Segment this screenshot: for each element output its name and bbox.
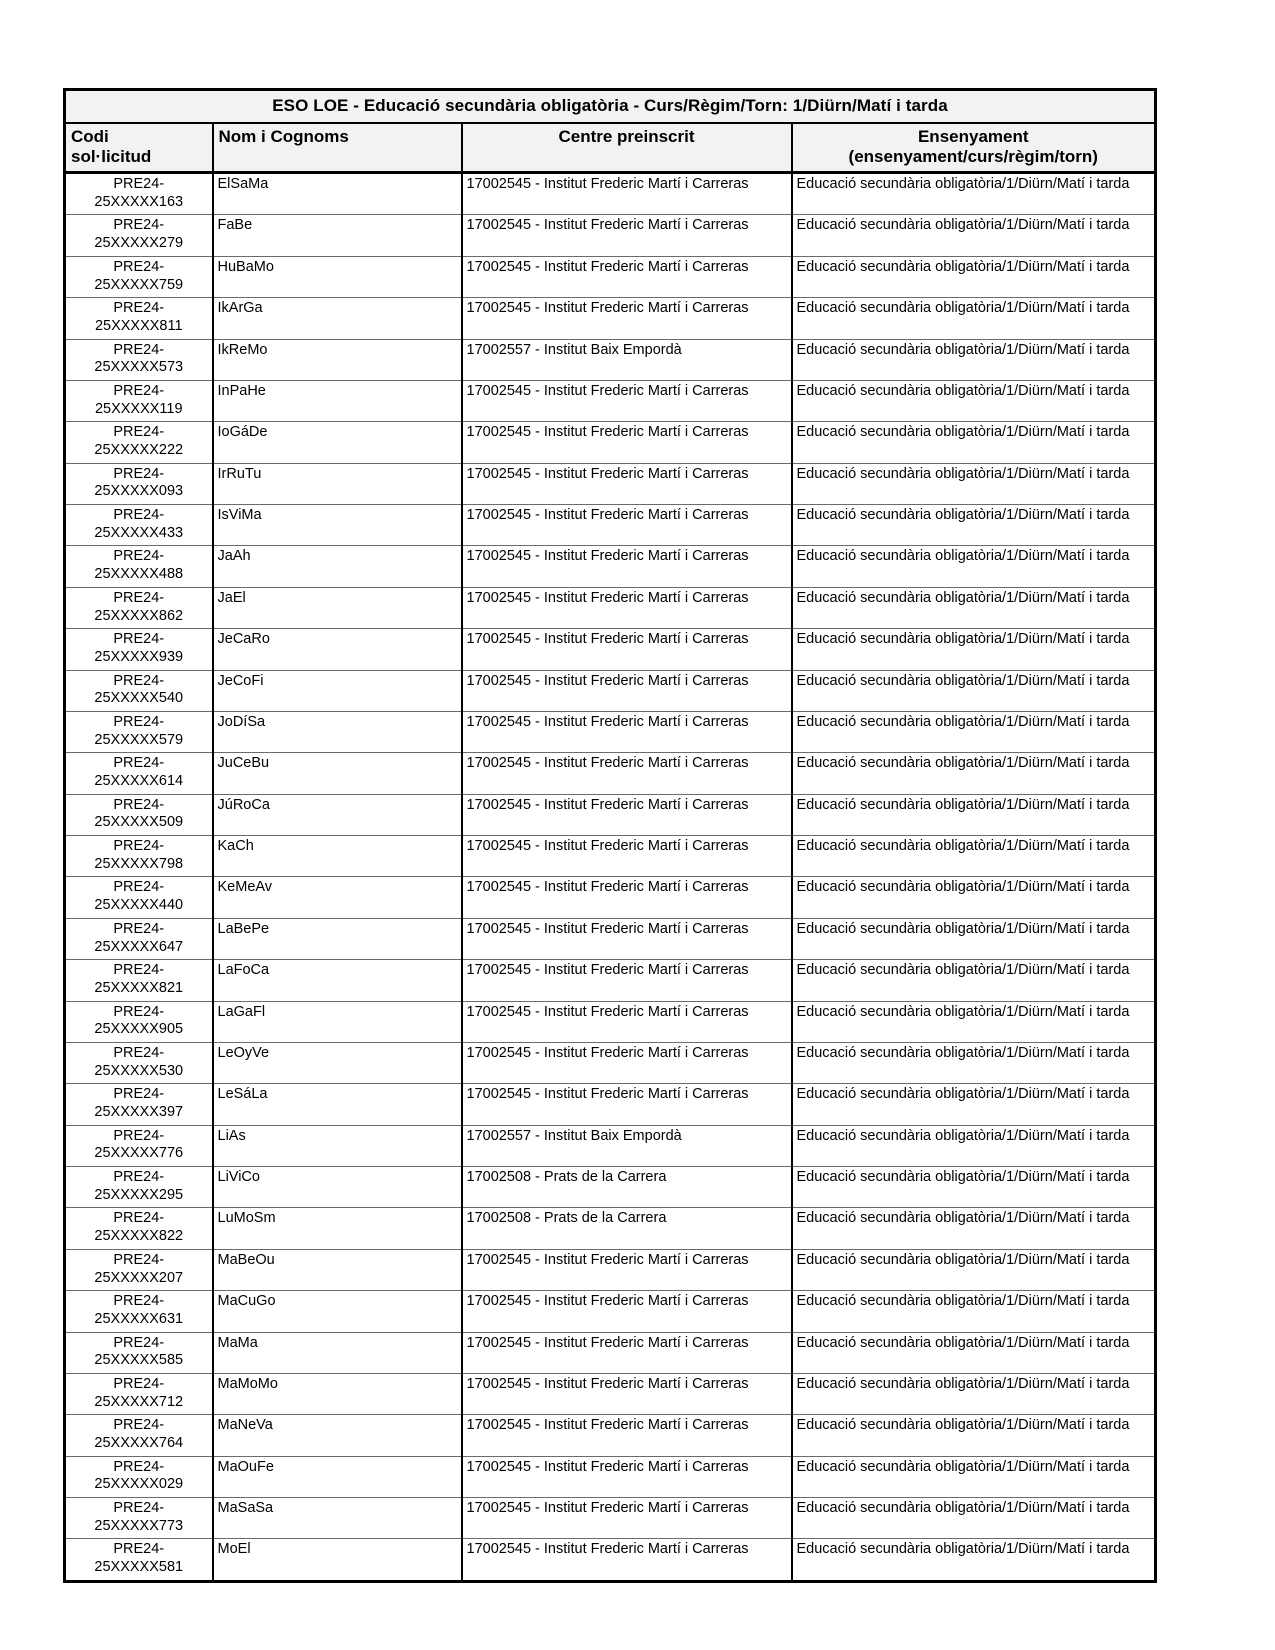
cell-ensenyament — [792, 670, 1156, 711]
cell-ensenyament — [792, 256, 1156, 297]
codi-prefix: PRE24- — [113, 1127, 165, 1144]
table-row — [65, 1332, 1156, 1373]
codi-suffix: 25XXXXX647 — [94, 938, 184, 955]
codi-suffix: 25XXXXX764 — [94, 1435, 184, 1452]
table-row — [65, 215, 1156, 256]
codi-suffix: 25XXXXX798 — [94, 855, 184, 872]
cell-centre-preinscrit: 17002545 - Institut Frederic Martí i Carreras — [462, 463, 792, 504]
cell-centre-preinscrit: 17002545 - Institut Frederic Martí i Carreras — [462, 422, 792, 463]
cell-nom-cognoms: ElSaMa — [213, 173, 462, 215]
cell-centre-preinscrit: 17002545 - Institut Frederic Martí i Carreras — [462, 753, 792, 794]
cell-ensenyament — [792, 1539, 1156, 1581]
cell-nom-cognoms: JuCeBu — [213, 753, 462, 794]
codi-suffix: 25XXXXX773 — [94, 1517, 184, 1534]
table-row — [65, 1373, 1156, 1414]
ensenyament-text: Educació secundària obligatòria/1/Diürn/Matí i tarda — [796, 631, 1130, 648]
cell-centre-preinscrit: 17002557 - Institut Baix Empordà — [462, 339, 792, 380]
codi-suffix: 25XXXXX579 — [94, 731, 184, 748]
codi-suffix: 25XXXXX759 — [94, 276, 184, 293]
codi-suffix: 25XXXXX585 — [94, 1352, 184, 1369]
table-row — [65, 836, 1156, 877]
codi-prefix: PRE24- — [113, 1375, 165, 1392]
cell-ensenyament — [792, 1291, 1156, 1332]
cell-centre-preinscrit: 17002545 - Institut Frederic Martí i Carreras — [462, 1001, 792, 1042]
codi-suffix: 25XXXXX119 — [94, 400, 183, 417]
table-row — [65, 463, 1156, 504]
cell-codi-sollicitud — [65, 215, 213, 256]
cell-codi-sollicitud — [65, 298, 213, 339]
table-row — [65, 1498, 1156, 1539]
cell-codi-sollicitud — [65, 877, 213, 918]
column-header-ensenyament-line1: Ensenyament — [917, 127, 1029, 146]
codi-prefix: PRE24- — [113, 631, 165, 648]
cell-codi-sollicitud — [65, 422, 213, 463]
codi-suffix: 25XXXXX614 — [94, 773, 184, 790]
cell-centre-preinscrit: 17002545 - Institut Frederic Martí i Carreras — [462, 711, 792, 752]
codi-suffix: 25XXXXX433 — [94, 524, 184, 541]
codi-prefix: PRE24- — [113, 838, 165, 855]
ensenyament-text: Educació secundària obligatòria/1/Diürn/Matí i tarda — [796, 1541, 1130, 1558]
codi-prefix: PRE24- — [113, 1293, 165, 1310]
ensenyament-text: Educació secundària obligatòria/1/Diürn/Matí i tarda — [796, 507, 1130, 524]
cell-centre-preinscrit: 17002557 - Institut Baix Empordà — [462, 1125, 792, 1166]
cell-codi-sollicitud — [65, 1539, 213, 1581]
ensenyament-text: Educació secundària obligatòria/1/Diürn/Matí i tarda — [796, 176, 1130, 193]
cell-centre-preinscrit: 17002545 - Institut Frederic Martí i Carreras — [462, 298, 792, 339]
codi-suffix: 25XXXXX029 — [94, 1476, 184, 1493]
cell-codi-sollicitud — [65, 1208, 213, 1249]
cell-centre-preinscrit: 17002545 - Institut Frederic Martí i Carreras — [462, 546, 792, 587]
cell-centre-preinscrit: 17002545 - Institut Frederic Martí i Carreras — [462, 836, 792, 877]
cell-centre-preinscrit: 17002545 - Institut Frederic Martí i Carreras — [462, 215, 792, 256]
table-row — [65, 1042, 1156, 1083]
cell-codi-sollicitud — [65, 1001, 213, 1042]
ensenyament-text: Educació secundària obligatòria/1/Diürn/Matí i tarda — [796, 1334, 1130, 1351]
cell-codi-sollicitud — [65, 1042, 213, 1083]
ensenyament-text: Educació secundària obligatòria/1/Diürn/Matí i tarda — [796, 1500, 1130, 1517]
column-header-codi-line2: sol·licitud — [71, 147, 152, 167]
cell-ensenyament — [792, 1332, 1156, 1373]
codi-prefix: PRE24- — [113, 1500, 165, 1517]
codi-suffix: 25XXXXX939 — [94, 648, 184, 665]
codi-suffix: 25XXXXX821 — [94, 979, 184, 996]
ensenyament-text: Educació secundària obligatòria/1/Diürn/Matí i tarda — [796, 713, 1130, 730]
cell-codi-sollicitud — [65, 1125, 213, 1166]
cell-centre-preinscrit: 17002545 - Institut Frederic Martí i Carreras — [462, 1415, 792, 1456]
codi-prefix: PRE24- — [113, 1541, 165, 1558]
codi-suffix: 25XXXXX573 — [94, 359, 184, 376]
cell-codi-sollicitud — [65, 670, 213, 711]
cell-nom-cognoms: JúRoCa — [213, 794, 462, 835]
ensenyament-text: Educació secundària obligatòria/1/Diürn/Matí i tarda — [796, 962, 1130, 979]
codi-prefix: PRE24- — [113, 1044, 165, 1061]
codi-suffix: 25XXXXX905 — [94, 1021, 184, 1038]
table-row — [65, 918, 1156, 959]
cell-ensenyament — [792, 753, 1156, 794]
cell-ensenyament — [792, 298, 1156, 339]
cell-nom-cognoms: LiAs — [213, 1125, 462, 1166]
cell-codi-sollicitud — [65, 505, 213, 546]
codi-suffix: 25XXXXX776 — [94, 1145, 184, 1162]
cell-ensenyament — [792, 1249, 1156, 1290]
table-row — [65, 380, 1156, 421]
table-row — [65, 629, 1156, 670]
table-row — [65, 546, 1156, 587]
cell-nom-cognoms: LaGaFl — [213, 1001, 462, 1042]
ensenyament-text: Educació secundària obligatòria/1/Diürn/Matí i tarda — [796, 548, 1130, 565]
column-header-codi-line1: Codi — [71, 127, 109, 146]
codi-prefix: PRE24- — [113, 176, 165, 193]
cell-ensenyament — [792, 1415, 1156, 1456]
cell-codi-sollicitud — [65, 711, 213, 752]
codi-suffix: 25XXXXX540 — [94, 690, 184, 707]
cell-codi-sollicitud — [65, 1291, 213, 1332]
cell-nom-cognoms: KeMeAv — [213, 877, 462, 918]
ensenyament-text: Educació secundària obligatòria/1/Diürn/Matí i tarda — [796, 424, 1130, 441]
cell-codi-sollicitud — [65, 1084, 213, 1125]
cell-codi-sollicitud — [65, 1373, 213, 1414]
table-row — [65, 505, 1156, 546]
cell-nom-cognoms: LaFoCa — [213, 960, 462, 1001]
table-row — [65, 877, 1156, 918]
ensenyament-text: Educació secundària obligatòria/1/Diürn/Matí i tarda — [796, 300, 1130, 317]
cell-nom-cognoms: MaOuFe — [213, 1456, 462, 1497]
cell-ensenyament — [792, 877, 1156, 918]
cell-codi-sollicitud — [65, 629, 213, 670]
codi-suffix: 25XXXXX530 — [94, 1062, 184, 1079]
cell-ensenyament — [792, 380, 1156, 421]
cell-nom-cognoms: HuBaMo — [213, 256, 462, 297]
codi-prefix: PRE24- — [113, 920, 165, 937]
codi-suffix: 25XXXXX712 — [94, 1393, 184, 1410]
codi-suffix: 25XXXXX207 — [94, 1269, 184, 1286]
cell-centre-preinscrit: 17002508 - Prats de la Carrera — [462, 1208, 792, 1249]
codi-prefix: PRE24- — [113, 796, 165, 813]
cell-codi-sollicitud — [65, 339, 213, 380]
cell-centre-preinscrit: 17002545 - Institut Frederic Martí i Carreras — [462, 877, 792, 918]
codi-suffix: 25XXXXX631 — [94, 1310, 184, 1327]
codi-suffix: 25XXXXX581 — [94, 1559, 184, 1576]
table-row — [65, 1084, 1156, 1125]
table-row — [65, 960, 1156, 1001]
cell-ensenyament — [792, 918, 1156, 959]
codi-prefix: PRE24- — [113, 755, 165, 772]
ensenyament-text: Educació secundària obligatòria/1/Diürn/Matí i tarda — [796, 672, 1130, 689]
cell-centre-preinscrit: 17002508 - Prats de la Carrera — [462, 1167, 792, 1208]
cell-nom-cognoms: LiViCo — [213, 1167, 462, 1208]
table-row — [65, 1415, 1156, 1456]
cell-ensenyament — [792, 1084, 1156, 1125]
table-title-row — [65, 90, 1156, 124]
cell-centre-preinscrit: 17002545 - Institut Frederic Martí i Carreras — [462, 256, 792, 297]
ensenyament-text: Educació secundària obligatòria/1/Diürn/Matí i tarda — [796, 1251, 1130, 1268]
ensenyament-text: Educació secundària obligatòria/1/Diürn/Matí i tarda — [796, 1169, 1130, 1186]
cell-codi-sollicitud — [65, 1332, 213, 1373]
cell-nom-cognoms: JoDíSa — [213, 711, 462, 752]
cell-codi-sollicitud — [65, 173, 213, 215]
codi-prefix: PRE24- — [113, 300, 165, 317]
cell-nom-cognoms: MaMa — [213, 1332, 462, 1373]
ensenyament-text: Educació secundària obligatòria/1/Diürn/Matí i tarda — [796, 879, 1130, 896]
cell-codi-sollicitud — [65, 960, 213, 1001]
cell-nom-cognoms: MaNeVa — [213, 1415, 462, 1456]
codi-prefix: PRE24- — [113, 382, 165, 399]
preinscription-listing-table — [63, 88, 1157, 1583]
cell-ensenyament — [792, 546, 1156, 587]
cell-ensenyament — [792, 960, 1156, 1001]
table-row — [65, 794, 1156, 835]
table-row — [65, 1208, 1156, 1249]
table-row — [65, 670, 1156, 711]
column-header-ensenyament — [792, 123, 1156, 173]
cell-ensenyament — [792, 711, 1156, 752]
ensenyament-text: Educació secundària obligatòria/1/Diürn/Matí i tarda — [796, 589, 1130, 606]
cell-nom-cognoms: LeOyVe — [213, 1042, 462, 1083]
table-row — [65, 1456, 1156, 1497]
table-row — [65, 173, 1156, 215]
ensenyament-text: Educació secundària obligatòria/1/Diürn/Matí i tarda — [796, 1210, 1130, 1227]
ensenyament-text: Educació secundària obligatòria/1/Diürn/Matí i tarda — [796, 1044, 1130, 1061]
cell-centre-preinscrit: 17002545 - Institut Frederic Martí i Carreras — [462, 587, 792, 628]
codi-suffix: 25XXXXX509 — [94, 814, 184, 831]
table-row — [65, 1001, 1156, 1042]
codi-suffix: 25XXXXX279 — [94, 235, 184, 252]
cell-centre-preinscrit: 17002545 - Institut Frederic Martí i Carreras — [462, 1249, 792, 1290]
cell-codi-sollicitud — [65, 587, 213, 628]
cell-codi-sollicitud — [65, 1249, 213, 1290]
table-row — [65, 587, 1156, 628]
cell-centre-preinscrit: 17002545 - Institut Frederic Martí i Carreras — [462, 794, 792, 835]
codi-prefix: PRE24- — [113, 672, 165, 689]
cell-nom-cognoms: MaBeOu — [213, 1249, 462, 1290]
cell-centre-preinscrit: 17002545 - Institut Frederic Martí i Carreras — [462, 1498, 792, 1539]
codi-suffix: 25XXXXX397 — [94, 1104, 184, 1121]
codi-suffix: 25XXXXX822 — [94, 1228, 184, 1245]
cell-codi-sollicitud — [65, 1498, 213, 1539]
cell-nom-cognoms: MaCuGo — [213, 1291, 462, 1332]
cell-centre-preinscrit: 17002545 - Institut Frederic Martí i Carreras — [462, 629, 792, 670]
cell-centre-preinscrit: 17002545 - Institut Frederic Martí i Carreras — [462, 918, 792, 959]
table-row — [65, 753, 1156, 794]
ensenyament-text: Educació secundària obligatòria/1/Diürn/Matí i tarda — [796, 217, 1130, 234]
table-row — [65, 1291, 1156, 1332]
cell-centre-preinscrit: 17002545 - Institut Frederic Martí i Carreras — [462, 1084, 792, 1125]
ensenyament-text: Educació secundària obligatòria/1/Diürn/Matí i tarda — [796, 838, 1130, 855]
codi-suffix: 25XXXXX163 — [94, 193, 184, 210]
cell-ensenyament — [792, 1498, 1156, 1539]
cell-ensenyament — [792, 505, 1156, 546]
codi-prefix: PRE24- — [113, 548, 165, 565]
cell-nom-cognoms: LuMoSm — [213, 1208, 462, 1249]
cell-nom-cognoms: IoGáDe — [213, 422, 462, 463]
ensenyament-text: Educació secundària obligatòria/1/Diürn/Matí i tarda — [796, 1003, 1130, 1020]
codi-suffix: 25XXXXX862 — [94, 607, 184, 624]
ensenyament-text: Educació secundària obligatòria/1/Diürn/Matí i tarda — [796, 465, 1130, 482]
cell-nom-cognoms: IsViMa — [213, 505, 462, 546]
cell-ensenyament — [792, 1001, 1156, 1042]
cell-centre-preinscrit: 17002545 - Institut Frederic Martí i Carreras — [462, 1539, 792, 1581]
cell-ensenyament — [792, 836, 1156, 877]
column-header-nom: Nom i Cognoms — [213, 123, 462, 173]
table-row — [65, 298, 1156, 339]
cell-nom-cognoms: MoEl — [213, 1539, 462, 1581]
cell-centre-preinscrit: 17002545 - Institut Frederic Martí i Carreras — [462, 670, 792, 711]
cell-nom-cognoms: KaCh — [213, 836, 462, 877]
ensenyament-text: Educació secundària obligatòria/1/Diürn/Matí i tarda — [796, 920, 1130, 937]
cell-centre-preinscrit: 17002545 - Institut Frederic Martí i Carreras — [462, 1456, 792, 1497]
ensenyament-text: Educació secundària obligatòria/1/Diürn/Matí i tarda — [796, 1086, 1130, 1103]
cell-ensenyament — [792, 422, 1156, 463]
cell-ensenyament — [792, 1125, 1156, 1166]
cell-nom-cognoms: MaMoMo — [213, 1373, 462, 1414]
ensenyament-text: Educació secundària obligatòria/1/Diürn/Matí i tarda — [796, 1417, 1130, 1434]
ensenyament-text: Educació secundària obligatòria/1/Diürn/Matí i tarda — [796, 1375, 1130, 1392]
table-row — [65, 1125, 1156, 1166]
column-header-codi — [65, 123, 213, 173]
cell-ensenyament — [792, 463, 1156, 504]
cell-centre-preinscrit: 17002545 - Institut Frederic Martí i Carreras — [462, 1332, 792, 1373]
cell-codi-sollicitud — [65, 753, 213, 794]
cell-nom-cognoms: FaBe — [213, 215, 462, 256]
table-row — [65, 422, 1156, 463]
codi-prefix: PRE24- — [113, 465, 165, 482]
cell-centre-preinscrit: 17002545 - Institut Frederic Martí i Carreras — [462, 1373, 792, 1414]
column-header-ensenyament-line2: (ensenyament/curs/règim/torn) — [848, 147, 1098, 167]
cell-ensenyament — [792, 1167, 1156, 1208]
table-row — [65, 711, 1156, 752]
ensenyament-text: Educació secundària obligatòria/1/Diürn/Matí i tarda — [796, 755, 1130, 772]
table-row — [65, 1167, 1156, 1208]
cell-codi-sollicitud — [65, 1415, 213, 1456]
codi-prefix: PRE24- — [113, 507, 165, 524]
codi-prefix: PRE24- — [113, 1251, 165, 1268]
cell-centre-preinscrit: 17002545 - Institut Frederic Martí i Carreras — [462, 960, 792, 1001]
codi-prefix: PRE24- — [113, 341, 165, 358]
cell-nom-cognoms: IkReMo — [213, 339, 462, 380]
cell-codi-sollicitud — [65, 463, 213, 504]
cell-codi-sollicitud — [65, 380, 213, 421]
cell-nom-cognoms: JaAh — [213, 546, 462, 587]
ensenyament-text: Educació secundària obligatòria/1/Diürn/Matí i tarda — [796, 1127, 1130, 1144]
codi-prefix: PRE24- — [113, 1417, 165, 1434]
codi-suffix: 25XXXXX488 — [94, 566, 184, 583]
cell-ensenyament — [792, 215, 1156, 256]
cell-nom-cognoms: LeSáLa — [213, 1084, 462, 1125]
codi-prefix: PRE24- — [113, 589, 165, 606]
codi-suffix: 25XXXXX811 — [94, 317, 183, 334]
cell-ensenyament — [792, 1456, 1156, 1497]
cell-codi-sollicitud — [65, 794, 213, 835]
table-row — [65, 256, 1156, 297]
cell-centre-preinscrit: 17002545 - Institut Frederic Martí i Carreras — [462, 505, 792, 546]
table-row — [65, 1539, 1156, 1581]
codi-prefix: PRE24- — [113, 424, 165, 441]
codi-prefix: PRE24- — [113, 258, 165, 275]
codi-prefix: PRE24- — [113, 217, 165, 234]
cell-codi-sollicitud — [65, 1167, 213, 1208]
cell-centre-preinscrit: 17002545 - Institut Frederic Martí i Carreras — [462, 1042, 792, 1083]
codi-prefix: PRE24- — [113, 1458, 165, 1475]
cell-codi-sollicitud — [65, 546, 213, 587]
ensenyament-text: Educació secundària obligatòria/1/Diürn/Matí i tarda — [796, 341, 1130, 358]
table-header-row — [65, 123, 1156, 173]
cell-nom-cognoms: IrRuTu — [213, 463, 462, 504]
cell-ensenyament — [792, 1373, 1156, 1414]
cell-centre-preinscrit: 17002545 - Institut Frederic Martí i Carreras — [462, 1291, 792, 1332]
report-title: ESO LOE - Educació secundària obligatòria - Curs/Règim/Torn: 1/Diürn/Matí i tarda — [65, 90, 1156, 124]
cell-nom-cognoms: JeCaRo — [213, 629, 462, 670]
cell-codi-sollicitud — [65, 836, 213, 877]
codi-suffix: 25XXXXX093 — [94, 483, 184, 500]
codi-suffix: 25XXXXX295 — [94, 1186, 184, 1203]
cell-nom-cognoms: MaSaSa — [213, 1498, 462, 1539]
column-header-centre: Centre preinscrit — [462, 123, 792, 173]
codi-suffix: 25XXXXX222 — [94, 442, 184, 459]
table-row — [65, 339, 1156, 380]
cell-codi-sollicitud — [65, 918, 213, 959]
cell-ensenyament — [792, 173, 1156, 215]
cell-ensenyament — [792, 1042, 1156, 1083]
cell-nom-cognoms: JeCoFi — [213, 670, 462, 711]
table-row — [65, 1249, 1156, 1290]
cell-nom-cognoms: InPaHe — [213, 380, 462, 421]
codi-prefix: PRE24- — [113, 1086, 165, 1103]
codi-prefix: PRE24- — [113, 1210, 165, 1227]
ensenyament-text: Educació secundària obligatòria/1/Diürn/Matí i tarda — [796, 382, 1130, 399]
ensenyament-text: Educació secundària obligatòria/1/Diürn/Matí i tarda — [796, 1458, 1130, 1475]
codi-prefix: PRE24- — [113, 1334, 165, 1351]
cell-nom-cognoms: JaEl — [213, 587, 462, 628]
cell-ensenyament — [792, 794, 1156, 835]
cell-ensenyament — [792, 1208, 1156, 1249]
codi-prefix: PRE24- — [113, 1003, 165, 1020]
codi-prefix: PRE24- — [113, 713, 165, 730]
cell-codi-sollicitud — [65, 256, 213, 297]
cell-codi-sollicitud — [65, 1456, 213, 1497]
cell-ensenyament — [792, 587, 1156, 628]
cell-ensenyament — [792, 629, 1156, 670]
cell-centre-preinscrit: 17002545 - Institut Frederic Martí i Carreras — [462, 380, 792, 421]
ensenyament-text: Educació secundària obligatòria/1/Diürn/Matí i tarda — [796, 796, 1130, 813]
cell-nom-cognoms: LaBePe — [213, 918, 462, 959]
cell-nom-cognoms: IkArGa — [213, 298, 462, 339]
cell-centre-preinscrit: 17002545 - Institut Frederic Martí i Carreras — [462, 173, 792, 215]
cell-ensenyament — [792, 339, 1156, 380]
codi-prefix: PRE24- — [113, 1169, 165, 1186]
codi-suffix: 25XXXXX440 — [94, 897, 184, 914]
codi-prefix: PRE24- — [113, 962, 165, 979]
codi-prefix: PRE24- — [113, 879, 165, 896]
ensenyament-text: Educació secundària obligatòria/1/Diürn/Matí i tarda — [796, 1293, 1130, 1310]
ensenyament-text: Educació secundària obligatòria/1/Diürn/Matí i tarda — [796, 258, 1130, 275]
